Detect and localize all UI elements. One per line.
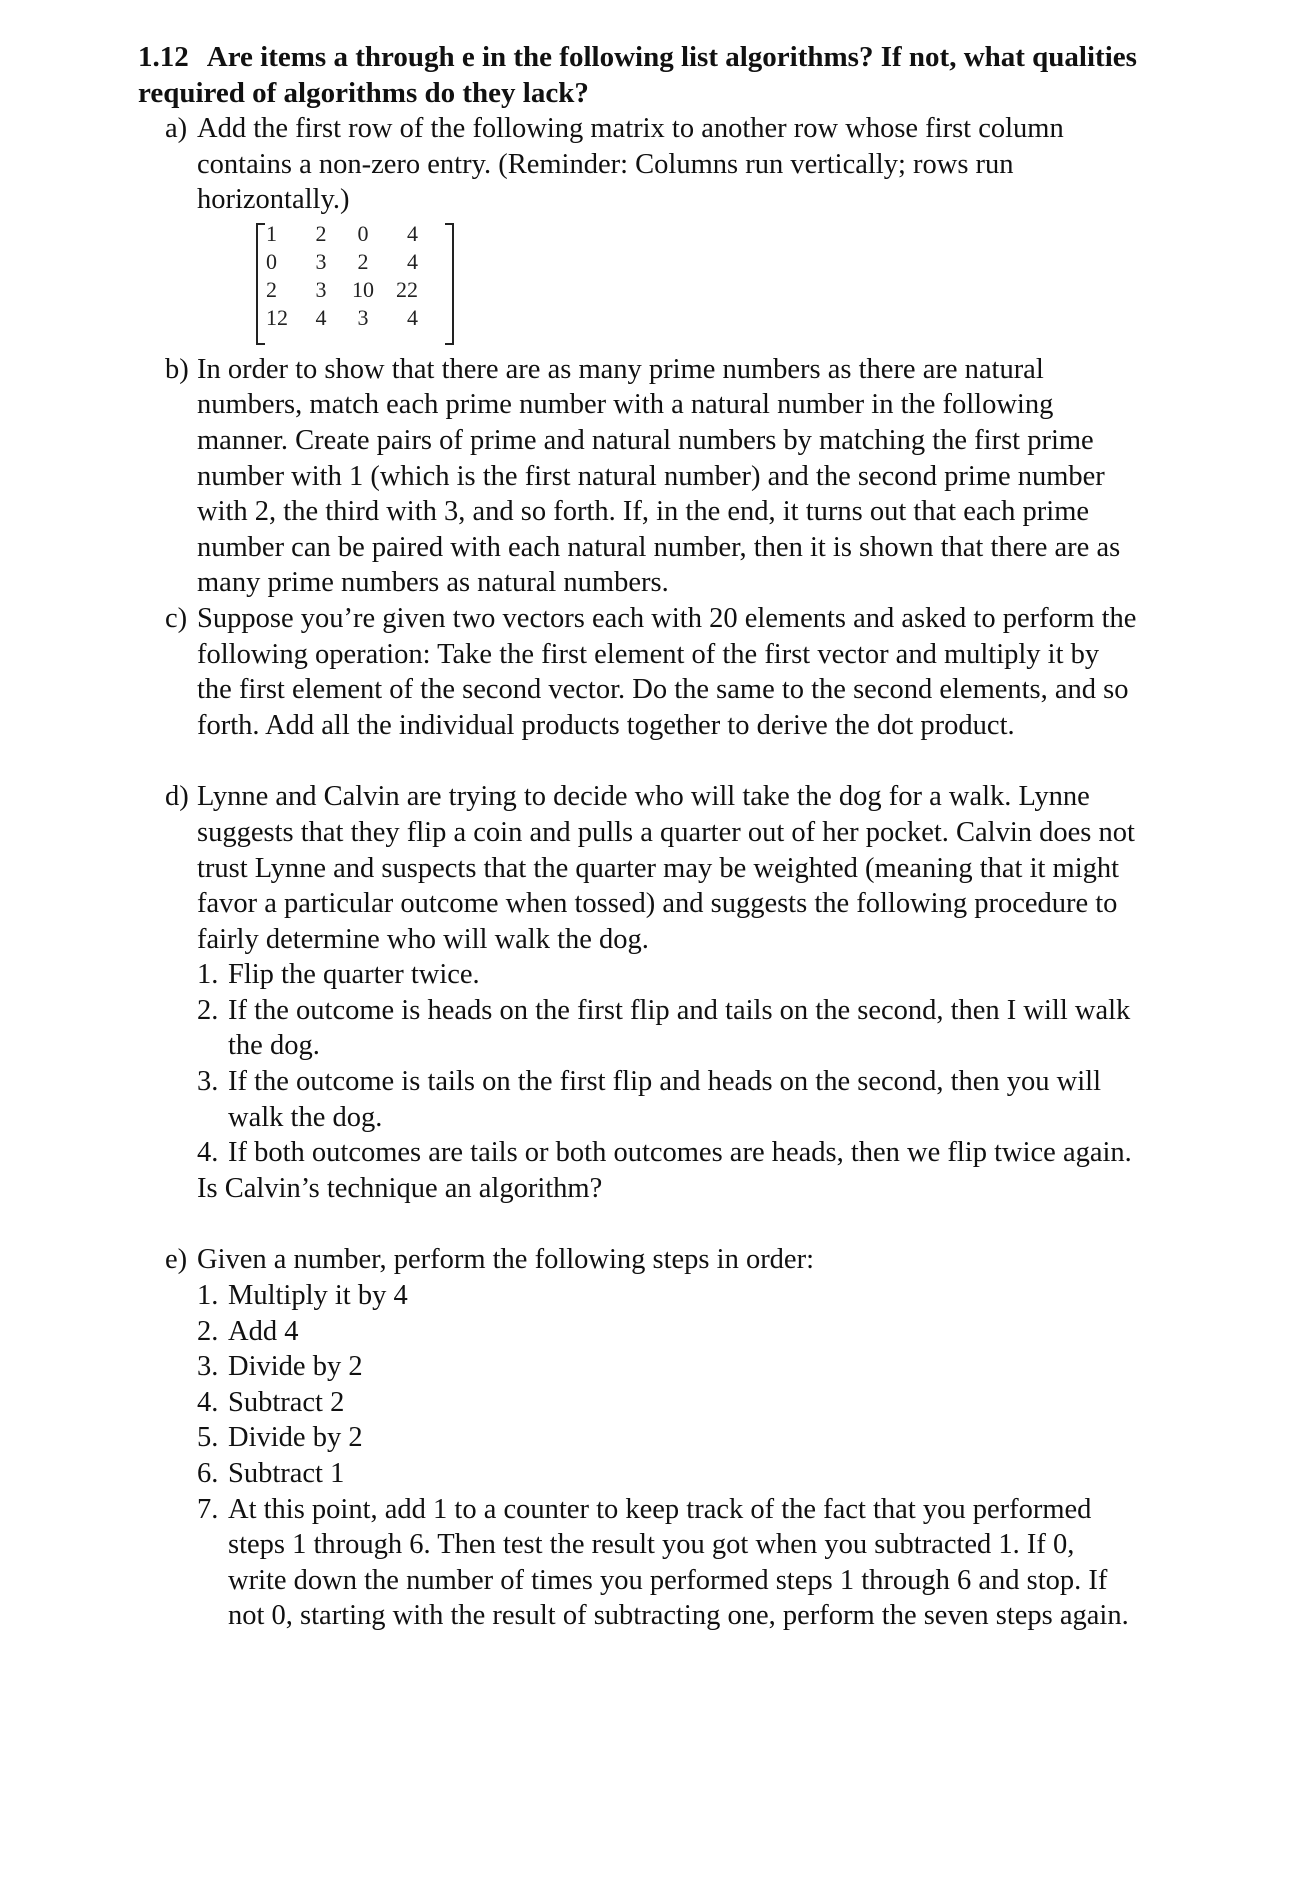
item-b-label: b) bbox=[165, 353, 189, 385]
list-item bbox=[197, 1492, 1138, 1634]
item-c bbox=[138, 601, 1138, 743]
matrix-row bbox=[256, 304, 428, 332]
list-item bbox=[197, 1135, 1138, 1171]
document-page bbox=[138, 40, 1138, 1634]
step-number: 3. bbox=[197, 1066, 219, 1098]
matrix-cell: 1 bbox=[266, 220, 277, 246]
matrix-cell: 4 bbox=[315, 304, 327, 330]
step-number: 1. bbox=[197, 1280, 219, 1312]
item-e bbox=[138, 1242, 1138, 1634]
item-d-steps bbox=[197, 957, 1138, 1171]
spacer bbox=[138, 1206, 1138, 1242]
step-number: 1. bbox=[197, 959, 219, 991]
step-text: Divide by 2 bbox=[228, 1351, 363, 1383]
item-d-label: d) bbox=[165, 781, 189, 813]
step-number: 2. bbox=[197, 994, 219, 1026]
matrix-cell: 3 bbox=[357, 304, 369, 330]
item-a-text: Add the first row of the following matrix to another row whose first column contains a non-zero entry. (Reminder: Columns run vertically; rows run horizontally.) bbox=[197, 113, 1064, 216]
list-item bbox=[197, 1064, 1138, 1135]
matrix-cell: 3 bbox=[315, 276, 327, 302]
matrix-row bbox=[256, 276, 428, 304]
step-number: 6. bbox=[197, 1458, 219, 1489]
item-b-text: In order to show that there are as many prime numbers as there are natural numbers, match each prime number with a natural number in the following manner. Create pairs of prime and natural numbers by matching the first prime number with 1 (which is the first natural number) and the second prime number with 2, the third with 3, and so forth. If, in the end, it turns out that each prime number can be paired with each natural number, then it is shown that there are as many prime numbers as natural numbers. bbox=[197, 353, 1121, 599]
item-c-text: Suppose you’re given two vectors each with 20 elements and asked to perform the following operation: Take the first element of the first vector and multiply it by the first element of the second vector. Do the same to the second elements, and so forth. Add all the individual products together to derive the dot product. bbox=[197, 602, 1137, 741]
step-number: 4. bbox=[197, 1137, 219, 1169]
matrix-cell: 2 bbox=[266, 276, 277, 302]
step-number: 5. bbox=[197, 1422, 219, 1454]
problem-number: 1.12 bbox=[138, 41, 189, 73]
step-text: If the outcome is tails on the first flip and heads on the second, then you will walk the dog. bbox=[228, 1066, 1102, 1133]
item-b bbox=[138, 352, 1138, 601]
matrix-row bbox=[256, 248, 428, 276]
matrix-cell: 3 bbox=[315, 248, 327, 274]
matrix-cell: 22 bbox=[396, 276, 418, 302]
step-text: If both outcomes are tails or both outcomes are heads, then we flip twice again. bbox=[228, 1137, 1132, 1169]
step-text: At this point, add 1 to a counter to keep track of the fact that you performed steps 1 through 6. Then test the result you got when you subtracted 1. If 0, write down the number of times you performed steps 1 through 6 and stop. If not 0, starting with the result of subtracting one, perform the seven steps again. bbox=[228, 1493, 1129, 1632]
step-text: Multiply it by 4 bbox=[228, 1280, 408, 1312]
matrix-cell: 4 bbox=[407, 248, 418, 274]
matrix-cell: 4 bbox=[407, 304, 418, 330]
item-e-label: e) bbox=[165, 1244, 188, 1276]
matrix-cell: 10 bbox=[352, 276, 374, 302]
list-item bbox=[197, 1314, 1138, 1350]
list-item bbox=[197, 957, 1138, 993]
list-item bbox=[197, 1420, 1138, 1456]
matrix-cell: 0 bbox=[357, 220, 369, 246]
step-number: 3. bbox=[197, 1351, 219, 1383]
list-item bbox=[197, 1385, 1138, 1421]
matrix-cell: 2 bbox=[315, 220, 327, 246]
step-number: 4. bbox=[197, 1386, 219, 1418]
matrix-table bbox=[256, 220, 428, 332]
step-text: Subtract 2 bbox=[228, 1386, 345, 1418]
item-a bbox=[138, 111, 1138, 218]
problem-title: Are items a through e in the following list algorithms? If not, what qualities required of algorithms do they lack? bbox=[138, 41, 1137, 109]
step-text: Add 4 bbox=[228, 1315, 299, 1347]
list-item bbox=[197, 1278, 1138, 1314]
matrix-row bbox=[256, 220, 428, 248]
step-text: If the outcome is heads on the first flip and tails on the second, then I will walk the dog. bbox=[228, 994, 1131, 1062]
matrix-cell: 12 bbox=[266, 304, 288, 330]
item-d-text: Lynne and Calvin are trying to decide who will take the dog for a walk. Lynne suggests that they flip a coin and pulls a quarter out of her pocket. Calvin does not trust Lynne and suspects that the quarter may be weighted (meaning that it might favor a particular outcome when tossed) and suggests the following procedure to fairly determine who will walk the dog. bbox=[197, 781, 1135, 955]
item-e-text: Given a number, perform the following steps in order: bbox=[197, 1244, 814, 1276]
item-d-question: Is Calvin’s technique an algorithm? bbox=[197, 1172, 603, 1204]
item-d bbox=[138, 779, 1138, 1206]
step-text: Subtract 1 bbox=[228, 1458, 345, 1489]
list-item bbox=[197, 1349, 1138, 1385]
matrix bbox=[256, 220, 456, 348]
matrix-cell: 0 bbox=[266, 248, 277, 274]
step-text: Divide by 2 bbox=[228, 1422, 363, 1454]
list-item bbox=[197, 1456, 1138, 1492]
item-c-label: c) bbox=[165, 602, 188, 634]
problem-heading bbox=[138, 40, 1138, 111]
list-item bbox=[197, 993, 1138, 1064]
step-number: 7. bbox=[197, 1493, 219, 1525]
step-text: Flip the quarter twice. bbox=[228, 959, 480, 991]
matrix-cell: 4 bbox=[407, 220, 418, 246]
item-e-steps bbox=[197, 1278, 1138, 1634]
step-number: 2. bbox=[197, 1315, 219, 1347]
item-a-label: a) bbox=[165, 113, 188, 144]
spacer bbox=[138, 743, 1138, 779]
matrix-right-bracket bbox=[445, 223, 454, 345]
matrix-cell: 2 bbox=[357, 248, 369, 274]
